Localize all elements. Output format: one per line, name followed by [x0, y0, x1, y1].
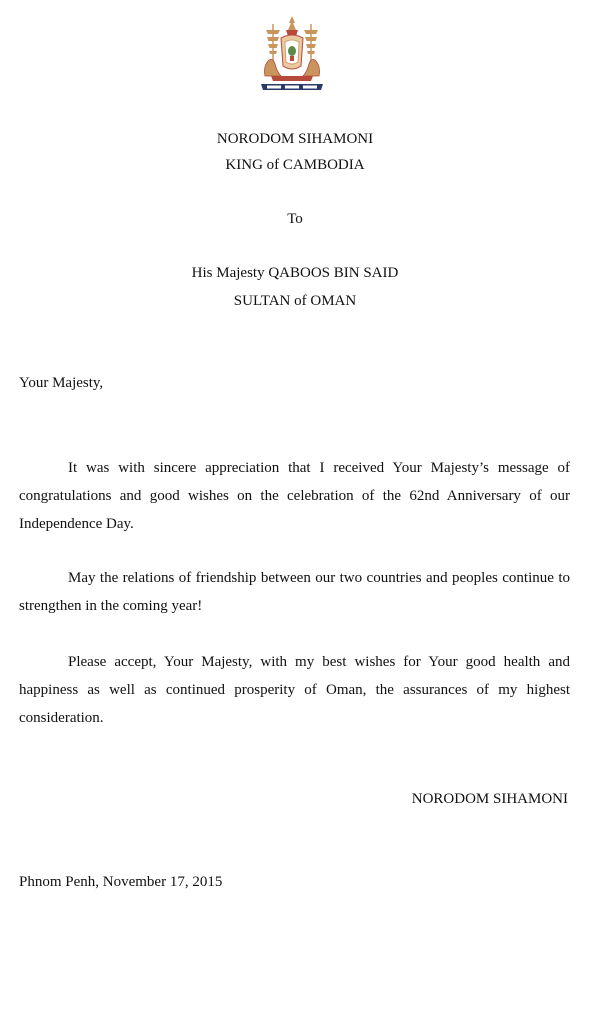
recipient-name: His Majesty QABOOS BIN SAID	[191, 265, 399, 281]
sender-title: KING of CAMBODIA	[225, 157, 365, 173]
paragraph-friendship: May the relations of friendship between our two countries and peoples continue to strengthen in the coming year!	[19, 570, 570, 614]
place-date: Phnom Penh, November 17, 2015	[19, 874, 223, 890]
sender-name: NORODOM SIHAMONI	[216, 131, 374, 147]
to-label: To	[287, 211, 303, 227]
salutation: Your Majesty,	[19, 375, 104, 391]
paragraph-appreciation: It was with sincere appreciation that I received Your Majesty’s message of congratulations and good wishes on the celebration of the 62nd Anniversary of our Independence Day.	[19, 460, 570, 532]
recipient-title: SULTAN of OMAN	[233, 293, 357, 309]
paragraph-closing: Please accept, Your Majesty, with my best wishes for Your good health and happiness as well as continued prosperity of Oman, the assurances of my highest consideration.	[19, 654, 570, 726]
signature: NORODOM SIHAMONI	[411, 791, 568, 807]
cambodia-royal-arms-icon	[251, 14, 333, 96]
